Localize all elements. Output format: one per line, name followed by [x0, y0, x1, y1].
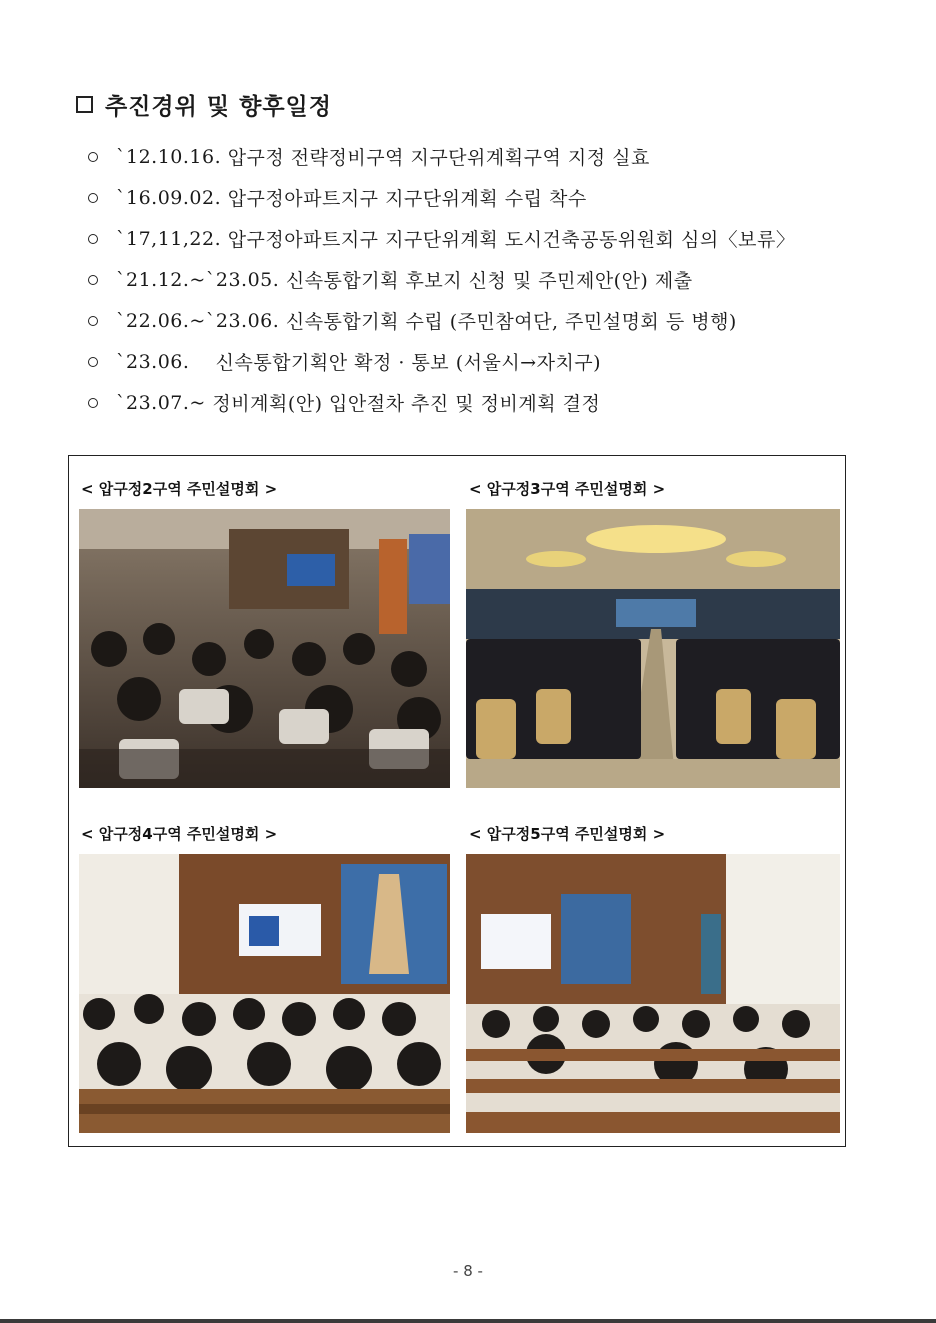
- timeline-item: [88, 259, 795, 300]
- timeline-date: `21.12.~`23.05.: [116, 268, 280, 291]
- timeline-text: 신속통합기획안 확정 · 통보 (서울시→자치구): [215, 352, 602, 374]
- timeline-date: `23.07.~: [116, 391, 206, 414]
- circle-bullet-icon: [88, 316, 98, 326]
- timeline-text: 신속통합기획 수립 (주민참여단, 주민설명회 등 병행): [285, 311, 737, 333]
- timeline-text: 압구정아파트지구 지구단위계획 수립 착수: [227, 188, 587, 210]
- timeline-date: `12.10.16.: [116, 145, 222, 168]
- timeline-text: 압구정아파트지구 지구단위계획 도시건축공동위원회 심의〈보류〉: [227, 229, 796, 251]
- timeline-item: [88, 218, 795, 259]
- timeline-item: [88, 341, 795, 382]
- section-title-text: 추진경위 및 향후일정: [105, 94, 332, 120]
- photo-caption: < 압구정2구역 주민설명회 >: [81, 480, 278, 498]
- timeline-date: `22.06.~`23.06.: [116, 309, 280, 332]
- circle-bullet-icon: [88, 152, 98, 162]
- circle-bullet-icon: [88, 275, 98, 285]
- photo-caption: < 압구정4구역 주민설명회 >: [81, 825, 278, 843]
- section-heading: [76, 88, 332, 121]
- timeline-date: `17,11,22.: [116, 227, 222, 250]
- bottom-divider: [0, 1319, 936, 1323]
- meeting-photo: [79, 854, 450, 1133]
- timeline-text: 정비계획(안) 입안절차 추진 및 정비계획 결정: [212, 393, 601, 415]
- timeline-text: 신속통합기획 후보지 신청 및 주민제안(안) 제출: [285, 270, 693, 292]
- circle-bullet-icon: [88, 398, 98, 408]
- timeline-date: `23.06.: [116, 350, 190, 373]
- page-number: - 8 -: [453, 1262, 483, 1280]
- photo-panel: [68, 455, 846, 1147]
- timeline-list: [88, 136, 795, 423]
- circle-bullet-icon: [88, 234, 98, 244]
- circle-bullet-icon: [88, 357, 98, 367]
- timeline-item: [88, 300, 795, 341]
- checkbox-icon: [76, 96, 93, 113]
- timeline-item: [88, 177, 795, 218]
- photo-caption: < 압구정3구역 주민설명회 >: [469, 480, 666, 498]
- meeting-photo: [466, 854, 840, 1133]
- meeting-photo: [466, 509, 840, 788]
- photo-caption: < 압구정5구역 주민설명회 >: [469, 825, 666, 843]
- circle-bullet-icon: [88, 193, 98, 203]
- timeline-date: `16.09.02.: [116, 186, 222, 209]
- timeline-text: 압구정 전략정비구역 지구단위계획구역 지정 실효: [227, 147, 650, 169]
- timeline-item: [88, 382, 795, 423]
- timeline-item: [88, 136, 795, 177]
- meeting-photo: [79, 509, 450, 788]
